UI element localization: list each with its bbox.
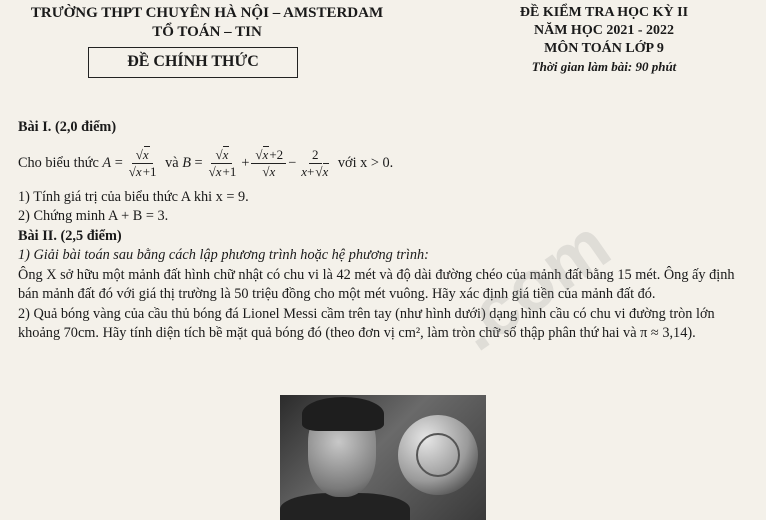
duration: [454, 58, 754, 76]
player-body: [280, 493, 410, 520]
bai1-q1: 1) Tính giá trị của biểu thức A khi x = 9.: [18, 188, 249, 205]
bai1-q2: 2) Chứng minh A + B = 3.: [18, 208, 169, 224]
duration-label: Thời gian làm bài:: [531, 59, 633, 74]
fraction-b1: √ x √ x+1: [205, 147, 240, 180]
bai1-title: Bài I. (2,0 điểm): [18, 119, 117, 135]
bai2-title: Bài II. (2,5 điểm): [18, 227, 122, 244]
bai2-q1-heading: 1) Giải bài toán sau bằng cách lập phương trình hoặc hệ phương trình:: [18, 247, 429, 263]
player-hair: [302, 397, 384, 431]
duration-value: 90 phút: [635, 59, 677, 74]
golden-ball-icon: [398, 415, 478, 495]
school-year: NĂM HỌC 2021 - 2022: [534, 23, 674, 38]
exam-content: [18, 118, 753, 344]
messi-golden-ball-photo: [280, 395, 486, 520]
school-header: [22, 4, 392, 42]
bai1-condition: với x > 0.: [337, 154, 394, 171]
exam-title: ĐỀ KIỂM TRA HỌC KỲ II: [519, 5, 689, 20]
bai2-q2-text: 2) Quả bóng vàng của cầu thủ bóng đá Lionel Messi cầm trên tay (như hình dưới) dạng hình cầu có chu vi đường tròn lớn khoảng 70cm. Hãy tính diện tích bề mặt quả bóng đó (theo đơn vị cm², làm tròn chữ số thập phân thứ hai và π ≈ 3,14).: [18, 305, 715, 341]
fraction-a: √ x √ x+1: [125, 147, 160, 180]
watermark: .com: [440, 204, 625, 367]
bai1-intro: Cho biểu thức: [18, 154, 99, 171]
bai1-expression: Cho biểu thức A = √ x √ x+1 và B = √ x √ x+1 + √ x+2 √ x − $\frac{2}{x+√ x}$ với x > 0.: [18, 142, 753, 186]
bai2-q1-text: Ông X sở hữu một mảnh đất hình chữ nhật có chu vi là 42 mét và độ dài đường chéo của mảnh đất bằng 15 mét. Ông ấy định bán mảnh đất đó với giá thị trường là 50 triệu đồng cho một mét vuông. Hãy xác định giá tiền của mảnh đất đó.: [18, 266, 735, 302]
fraction-b2: √ x+2 √ x: [251, 147, 286, 180]
bai1-and: và: [165, 154, 179, 171]
school-name: TRƯỜNG THPT CHUYÊN HÀ NỘI – AMSTERDAM: [30, 5, 384, 21]
exam-header: [454, 4, 754, 76]
official-label: ĐỀ CHÍNH THỨC: [88, 47, 298, 78]
subject: MÔN TOÁN LỚP 9: [544, 41, 664, 56]
department-name: TỔ TOÁN – TIN: [152, 24, 262, 40]
fraction-b3: $\frac{2}{x+√ x}$: [298, 147, 332, 180]
